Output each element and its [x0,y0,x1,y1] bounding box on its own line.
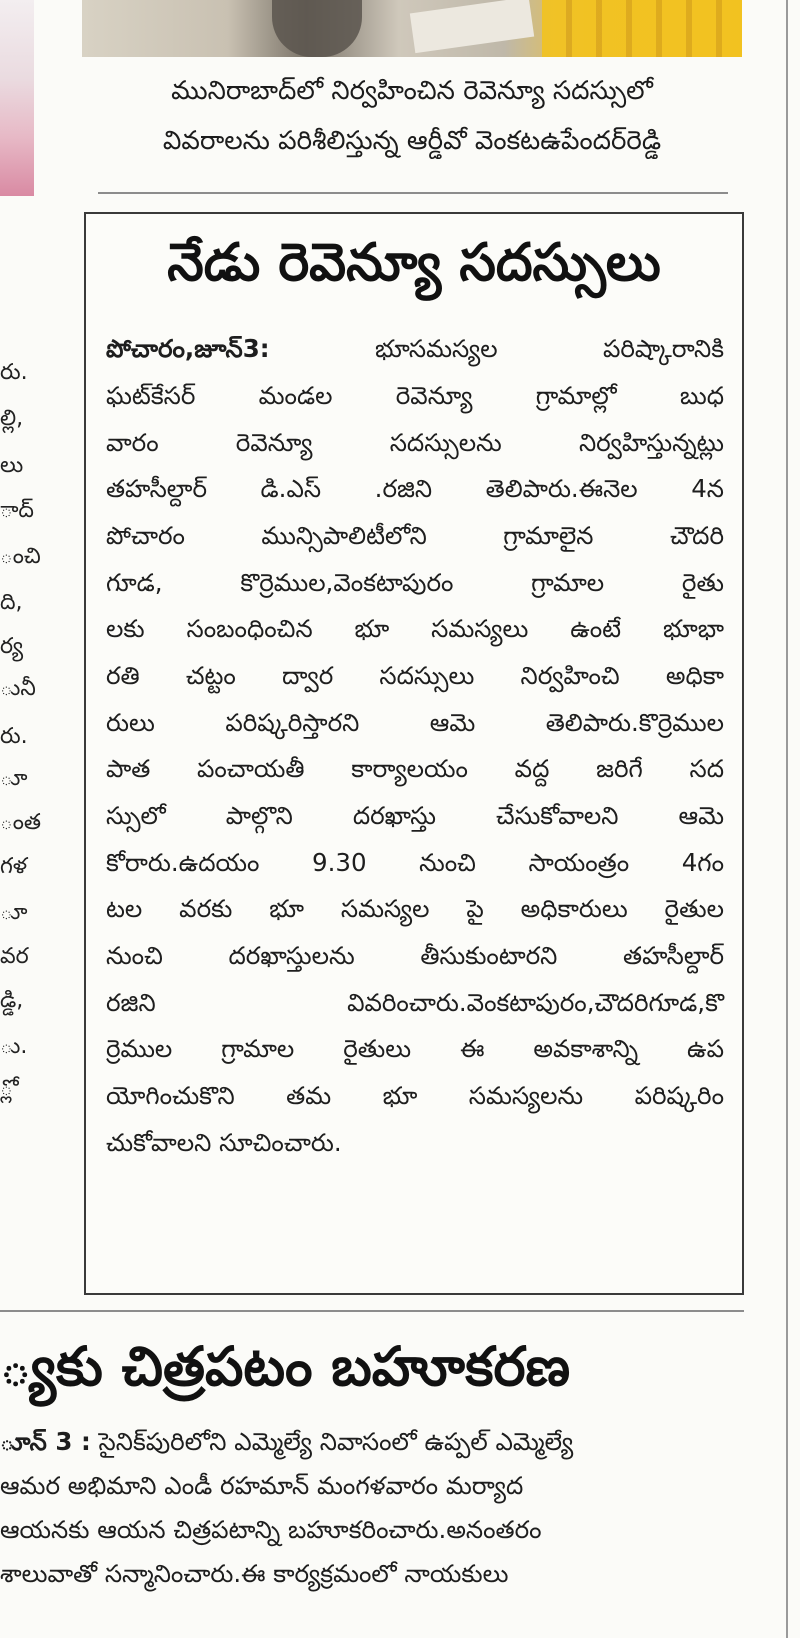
article-line: యోగించుకొని తమ భూ సమస్యలను పరిష్కరిం [106,1081,724,1110]
divider [0,1310,744,1312]
left-column-fragment: డ్డి, [0,988,24,1013]
left-column-fragment: ంచి [0,544,41,569]
article-line: కోరారు.ఉదయం 9.30 నుంచి సాయంత్రం 4గం [106,848,724,877]
left-column-fragment: రు. [0,360,28,385]
left-column-fragment: రు. [0,724,28,749]
left-column-fragment: లు [0,453,24,478]
second-article-dateline: ూన్ 3 : [0,1427,91,1456]
left-column-fragment: ్లో [0,1076,13,1101]
article-line: పాత పంచాయతీ కార్యాలయం వద్ద జరిగే సద [106,754,724,783]
column-rule [786,0,788,1638]
article-line: పోచారం,జూన్‌3: భూసమస్యల పరిష్కారానికి [106,334,724,363]
left-column-fragment: ర్య [0,634,24,659]
divider [98,192,728,194]
left-column-fragment: ాద్ [0,498,34,523]
article-line: చుకోవాలని సూచించారు. [106,1128,342,1157]
article-line: రులు పరిష్కరిస్తారని ఆమె తెలిపారు.కొర్రెముల [106,708,724,737]
article-line: గూడ, కొర్రెముల,వెంకటాపురం గ్రామాల రైతు [106,568,724,597]
second-article-line: ఆయనకు ఆయన చిత్రపటాన్ని బహూకరించారు.అనంతరం [0,1515,542,1544]
article-line: పోచారం మున్సిపాలిటీలోని గ్రామాలైన చౌదరి [106,521,724,550]
article-line: ఘట్‌కేసర్ మండల రెవెన్యూ గ్రామాల్లో బుధ [106,381,724,410]
second-article-headline: ్యకు చిత్రపటం బహూకరణ [0,1335,571,1398]
second-article-line: ూన్ 3 : సైనిక్‌పురిలోని ఎమ్మెల్యే నివాసంలో ఉప్పల్ ఎమ్మెల్యే [0,1427,574,1456]
article-line: ర్రెముల గ్రామాల రైతులు ఈ అవకాశాన్ని ఉప [106,1034,724,1063]
article-line: నుంచి దరఖాస్తులను తీసుకుంటారని తహసీల్దార్ [106,941,724,970]
news-photo [82,0,742,57]
left-column-fragment: ంత [0,810,41,835]
left-column-fragment: వర [0,944,29,969]
left-column-fragment: ూ [0,766,28,791]
second-article-line: శాలువాతో సన్మానించారు.ఈ కార్యక్రమంలో నాయకులు [0,1559,509,1588]
photo-caption-line2: వివరాలను పరిశీలిస్తున్న ఆర్డీవో వెంకటఉపేందర్‌రెడ్డి [162,126,662,156]
article-dateline: పోచారం,జూన్‌3: [106,334,270,363]
left-column-fragment: గళ [0,854,28,879]
left-column-fragment: ూ [0,900,28,925]
article-line: వారం రెవెన్యూ సదస్సులను నిర్వహిస్తున్నట్లు [106,428,724,457]
second-article-line: ఆమర అభిమాని ఎండీ రహమాన్ మంగళవారం మర్యాద [0,1471,524,1500]
article-line: రజిని వివరించారు.వెంకటాపురం,చౌదరిగూడ,కొ [106,988,724,1017]
article-line: స్సులో పాల్గొని దరఖాస్తు చేసుకోవాలని ఆమె [106,801,724,830]
photo-caption-line1: మునిరాబాద్‌లో నిర్వహించిన రెవెన్యూ సదస్సులో [171,76,653,106]
article-line: టల వరకు భూ సమస్యల పై అధికారులు రైతుల [106,894,724,923]
article-line: లకు సంబంధించిన భూ సమస్యలు ఉంటే భూభా [106,614,724,643]
article-line: తహసీల్దార్ డి.ఎస్ .రజిని తెలిపారు.ఈనెల 4న [106,474,724,503]
left-column-fragment: ది, [0,590,23,615]
left-column-fragment: ునీ [0,676,36,701]
article-headline: నేడు రెవెన్యూ సదస్సులు [167,233,661,293]
left-column-fragment: ు. [0,1034,28,1059]
left-photo-edge [0,0,34,196]
left-column-fragment: ల్లి, [0,406,24,431]
article-line: రతి చట్టం ద్వార సదస్సులు నిర్వహించి అధికా [106,661,724,690]
